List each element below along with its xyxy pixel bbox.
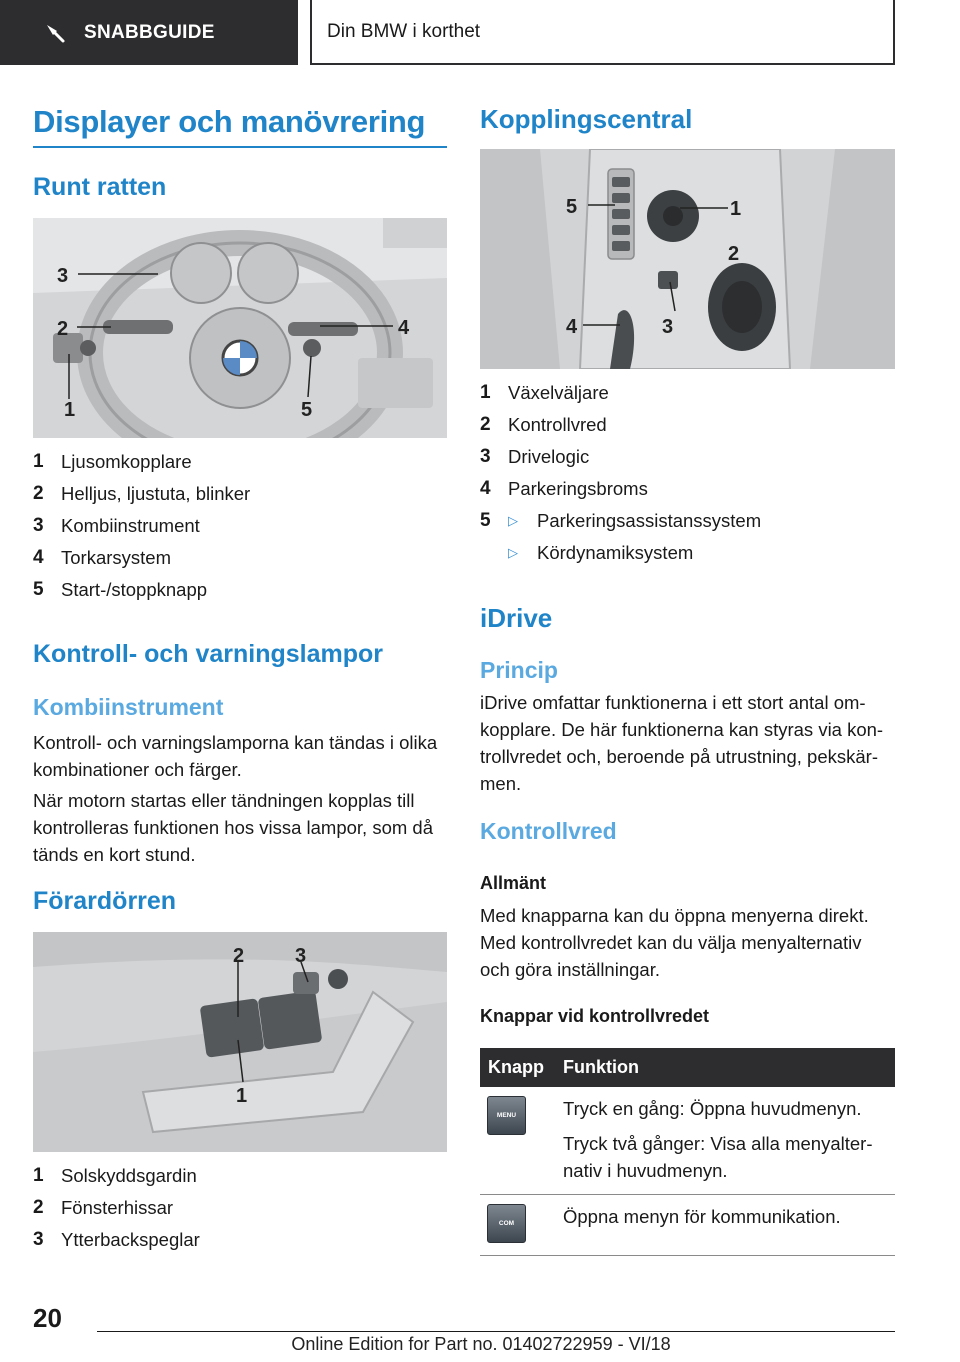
triangle-bullet-icon: ▷ [508,513,518,528]
com-button-icon: COM [487,1204,526,1243]
table-header [480,1048,895,1087]
svg-text:4: 4 [398,317,410,339]
column-header-function: Funktion [563,1057,639,1077]
warning-lights-heading: Kontroll- och varningslampor [33,640,384,668]
principle-text: iDrive omfattar funktionerna i ett stort antal om-kopplare. De här funktionerna kan styras via kon-trollvredet och, beroende på utrustning, pekskär-men. [480,692,884,794]
general-heading: Allmänt [480,873,547,893]
section-title: Din BMW i korthet [327,20,481,42]
console-heading: Kopplingscentral [480,104,693,134]
table-row [480,1195,895,1256]
general-text: Med knapparna kan du öppna menyerna direkt. Med kontrollvredet kan du välja menyalternativ och göra inställningar. [480,905,869,980]
idrive-heading: iDrive [480,603,553,633]
column-header-key: Knapp [488,1057,544,1077]
list-item: 2 Helljus, ljustuta, blinker [33,483,251,504]
svg-text:5: 5 [301,399,313,421]
list-item: 3 Ytterbackspeglar [33,1229,200,1250]
svg-text:1: 1 [236,1085,248,1107]
table-cell-text: Tryck två gånger: Visa alla menyalter-nativ i huvudmenyn. [563,1133,873,1181]
driver-door-figure [33,932,447,1152]
door-legend [33,1160,447,1256]
page-title: Displayer och manövrering [33,104,426,139]
list-item: 5 ▷ Parkeringsassistanssystem [480,510,762,531]
list-item: 1 Växelväljare [480,382,609,403]
quick-guide-icon [44,22,66,44]
list-item: 4 Parkeringsbroms [480,478,648,499]
svg-text:3: 3 [295,945,307,967]
svg-text:3: 3 [662,316,674,338]
footer-edition: Online Edition for Part no. 01402722959 - VI/18 [291,1334,671,1354]
list-item: 4 Torkarsystem [33,547,171,568]
table-cell-text: Öppna menyn för kommunikation. [563,1206,841,1227]
chapter-tab-label: SNABBGUIDE [84,21,215,43]
list-item: 2 Kontrollvred [480,414,607,435]
steering-wheel-figure [33,218,447,438]
principle-heading: Princip [480,657,558,683]
buttons-heading: Knappar vid kontrollvredet [480,1006,710,1026]
instrument-cluster-heading: Kombiinstrument [33,694,224,720]
table-cell-text: Tryck en gång: Öppna huvudmenyn. [563,1098,862,1119]
table-row [480,1087,895,1195]
list-item: 1 Ljusomkopplare [33,451,192,472]
footer-rule [97,1331,895,1332]
svg-text:2: 2 [233,945,245,967]
svg-text:5: 5 [566,196,578,218]
list-item: 5 Start-/stoppknapp [33,579,208,600]
svg-text:4: 4 [566,316,578,338]
svg-text:2: 2 [57,318,69,340]
wheel-legend [33,446,447,606]
warning-paragraph-2: När motorn startas eller tändningen kopplas till kontrolleras funktionen hos vissa lampor, som då tänds en kort stund. [33,790,434,865]
svg-text:1: 1 [64,399,76,421]
menu-button-icon: MENU [487,1096,526,1135]
svg-text:1: 1 [730,198,742,220]
page-number: 20 [33,1303,62,1333]
list-item: 1 Solskyddsgardin [33,1165,197,1186]
list-item: 2 Fönsterhissar [33,1197,174,1218]
controller-buttons-table [480,1048,895,1256]
driver-door-heading: Förardörren [33,887,177,915]
svg-text:3: 3 [57,265,69,287]
chapter-tab[interactable] [0,0,298,65]
center-console-figure [480,149,895,369]
svg-text:2: 2 [728,243,740,265]
title-rule [33,146,447,148]
warning-paragraph-1: Kontroll- och varningslamporna kan tändas i olika kombinationer och färger. [33,732,438,780]
console-legend [480,377,895,569]
list-item: ▷ Kördynamiksystem [508,542,694,563]
triangle-bullet-icon: ▷ [508,545,518,560]
list-item: 3 Kombiinstrument [33,515,200,536]
controller-heading: Kontrollvred [480,818,617,844]
list-item: 3 Drivelogic [480,446,590,467]
wheel-heading: Runt ratten [33,173,167,201]
section-header [310,0,895,65]
